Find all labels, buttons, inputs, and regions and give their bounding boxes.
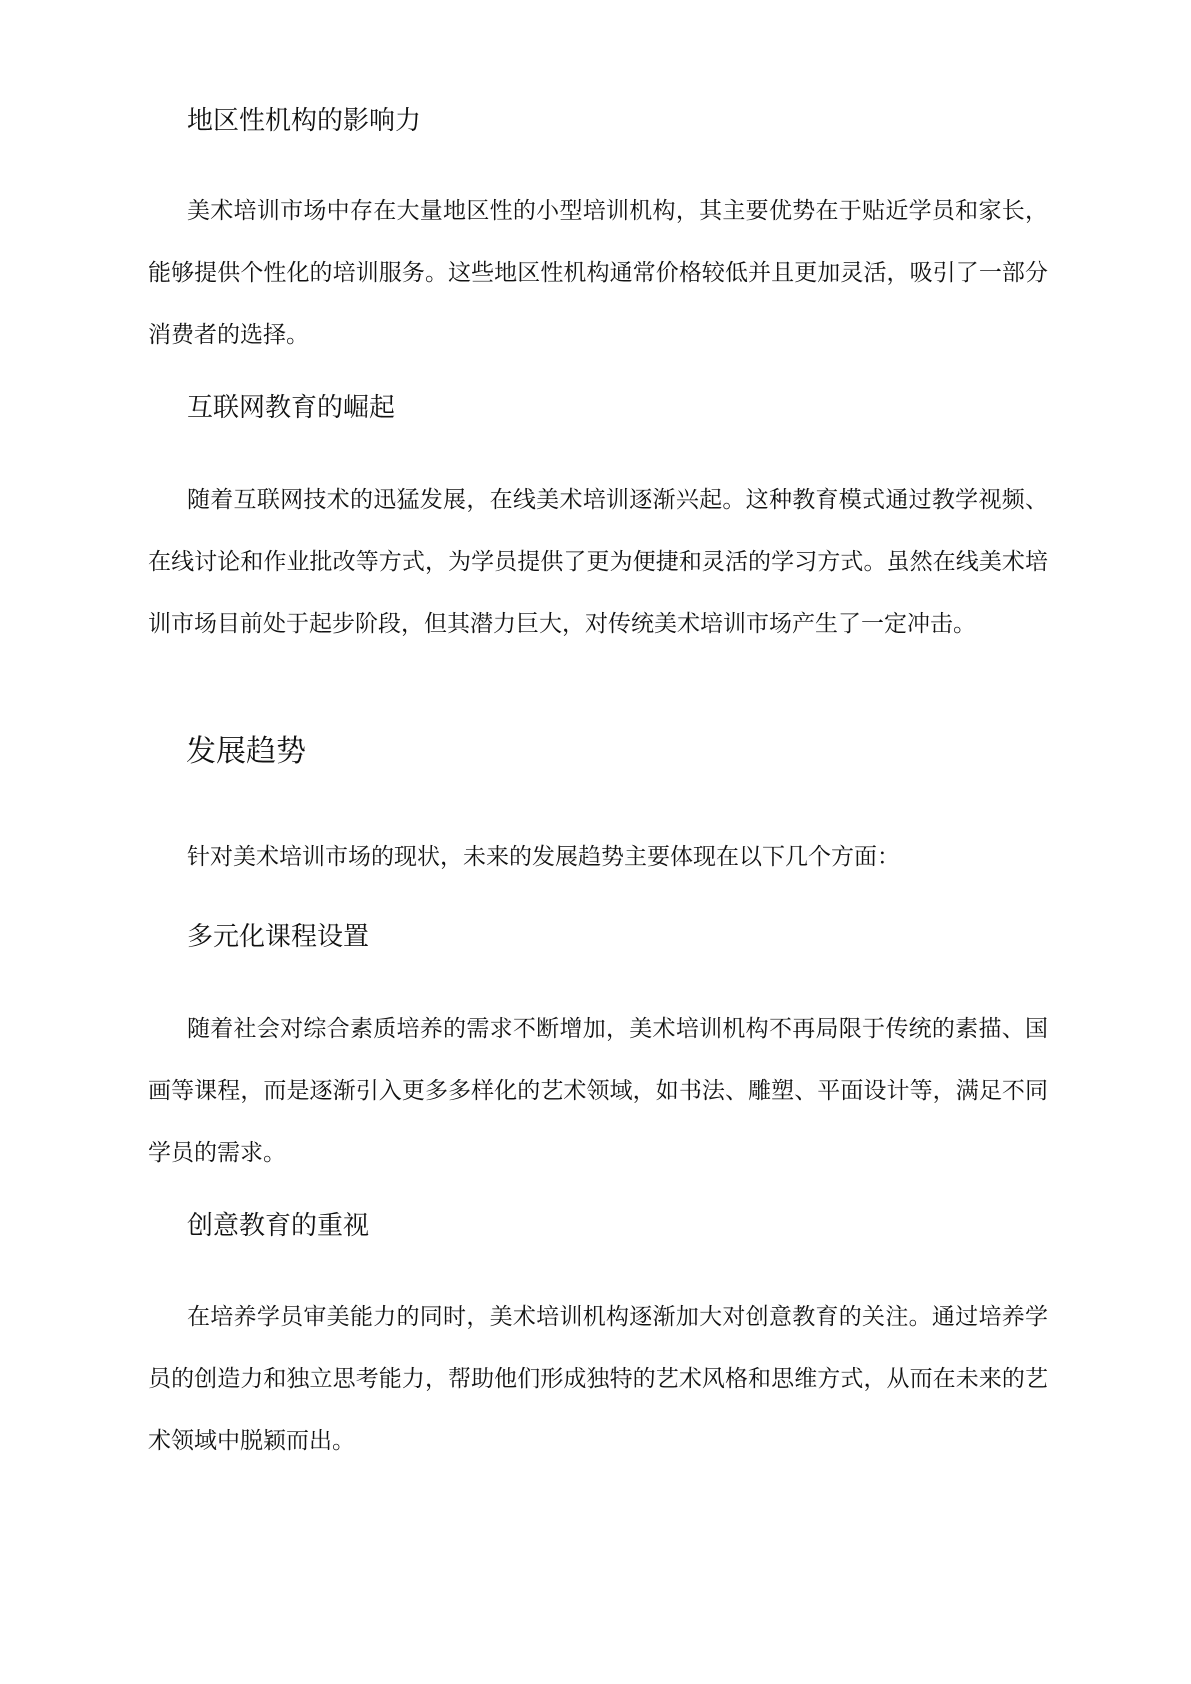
section-heading-regional-institutions: 地区性机构的影响力: [187, 106, 422, 136]
section-paragraph-regional-institutions: 美术培训市场中存在大量地区性的小型培训机构，其主要优势在于贴近学员和家长，能够提供个性化的培训服务。这些地区性机构通常价格较低并且更加灵活，吸引了一部分消费者的选择。: [148, 198, 1048, 348]
trend-intro-paragraph: 针对美术培训市场的现状，未来的发展趋势主要体现在以下几个方面：: [187, 844, 900, 870]
trend-title: 发展趋势: [186, 734, 306, 769]
section-paragraph-internet-education: 随着互联网技术的迅猛发展，在线美术培训逐渐兴起。这种教育模式通过教学视频、在线讨论和作业批改等方式，为学员提供了更为便捷和灵活的学习方式。虽然在线美术培训市场目前处于起步阶段，但其潜力巨大，对传统美术培训市场产生了一定冲击。: [148, 487, 1048, 637]
trend-heading-diversified-curriculum: 多元化课程设置: [187, 922, 370, 952]
trend-paragraph-diversified-curriculum: 随着社会对综合素质培养的需求不断增加，美术培训机构不再局限于传统的素描、国画等课程，而是逐渐引入更多多样化的艺术领域，如书法、雕塑、平面设计等，满足不同学员的需求。: [148, 1016, 1048, 1166]
section-heading-internet-education: 互联网教育的崛起: [187, 393, 396, 423]
trend-heading-creative-education: 创意教育的重视: [187, 1211, 370, 1241]
trend-paragraph-creative-education: 在培养学员审美能力的同时，美术培训机构逐渐加大对创意教育的关注。通过培养学员的创造力和独立思考能力，帮助他们形成独特的艺术风格和思维方式，从而在未来的艺术领域中脱颖而出。: [148, 1304, 1048, 1454]
